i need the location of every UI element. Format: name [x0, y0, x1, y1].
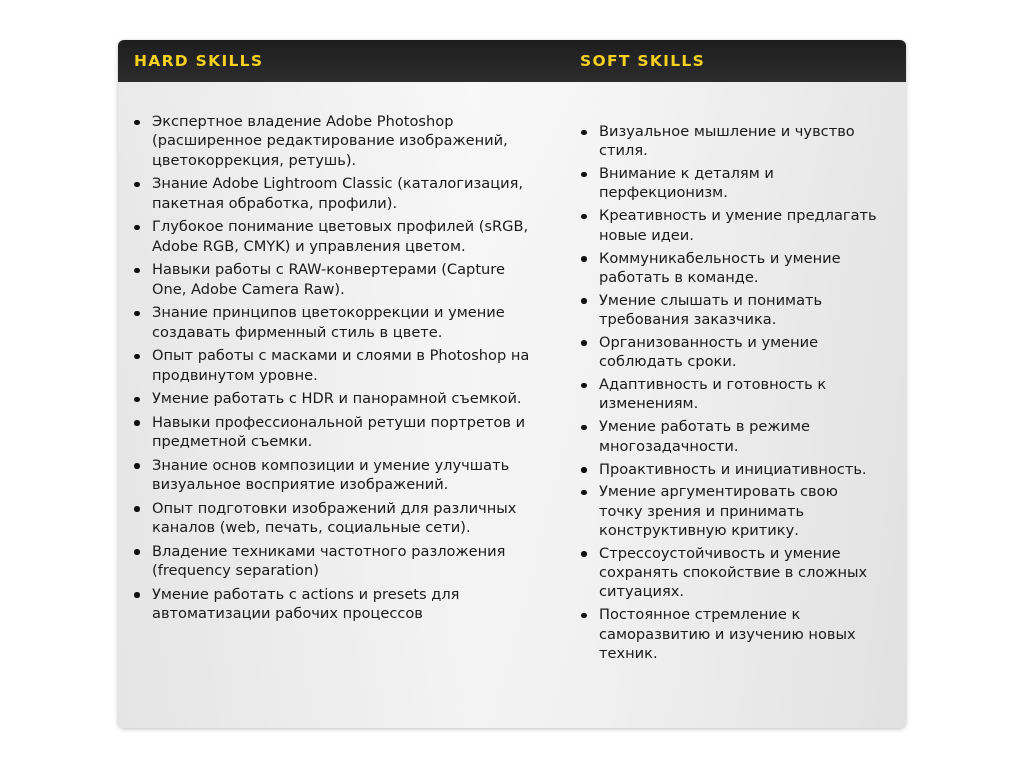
soft-skill-item: Коммуникабельность и умение работать в команде. [579, 249, 879, 288]
hard-skill-item: Знание принципов цветокоррекции и умение создавать фирменный стиль в цвете. [132, 303, 542, 342]
soft-skill-item: Умение аргументировать свою точку зрения и принимать конструктивную критику. [579, 482, 879, 540]
soft-skill-item: Креативность и умение предлагать новые идеи. [579, 206, 879, 245]
skills-header [118, 40, 906, 82]
soft-skill-item: Визуальное мышление и чувство стиля. [579, 122, 879, 161]
soft-skill-item: Адаптивность и готовность к изменениям. [579, 375, 879, 414]
hard-skills-list [132, 112, 542, 628]
hard-skill-item: Опыт работы с масками и слоями в Photoshop на продвинутом уровне. [132, 346, 542, 385]
soft-skill-item: Умение работать в режиме многозадачности. [579, 417, 879, 456]
hard-skill-item: Умение работать с actions и presets для автоматизации рабочих процессов [132, 585, 542, 624]
hard-skill-item: Знание основ композиции и умение улучшать визуальное восприятие изображений. [132, 456, 542, 495]
soft-skill-item: Стрессоустойчивость и умение сохранять спокойствие в сложных ситуациях. [579, 544, 879, 602]
soft-skill-item: Внимание к деталям и перфекционизм. [579, 164, 879, 203]
hard-skill-item: Экспертное владение Adobe Photoshop (расширенное редактирование изображений, цветокоррекция, ретушь). [132, 112, 542, 170]
soft-skill-item: Умение слышать и понимать требования заказчика. [579, 291, 879, 330]
soft-skills-list [579, 122, 879, 667]
hard-skill-item: Навыки профессиональной ретуши портретов и предметной съемки. [132, 413, 542, 452]
hard-skill-item: Навыки работы с RAW-конвертерами (Capture One, Adobe Camera Raw). [132, 260, 542, 299]
soft-skill-item: Организованность и умение соблюдать сроки. [579, 333, 879, 372]
soft-skill-item: Проактивность и инициативность. [579, 460, 879, 479]
hard-skill-item: Глубокое понимание цветовых профилей (sRGB, Adobe RGB, CMYK) и управления цветом. [132, 217, 542, 256]
hard-skill-item: Опыт подготовки изображений для различных каналов (web, печать, социальные сети). [132, 499, 542, 538]
hard-skill-item: Владение техниками частотного разложения (frequency separation) [132, 542, 542, 581]
hard-skill-item: Знание Adobe Lightroom Classic (каталогизация, пакетная обработка, профили). [132, 174, 542, 213]
soft-skill-item: Постоянное стремление к саморазвитию и изучению новых техник. [579, 605, 879, 663]
hard-skills-title: HARD SKILLS [134, 52, 264, 70]
hard-skill-item: Умение работать с HDR и панорамной съемкой. [132, 389, 542, 408]
soft-skills-title: SOFT SKILLS [580, 52, 706, 70]
